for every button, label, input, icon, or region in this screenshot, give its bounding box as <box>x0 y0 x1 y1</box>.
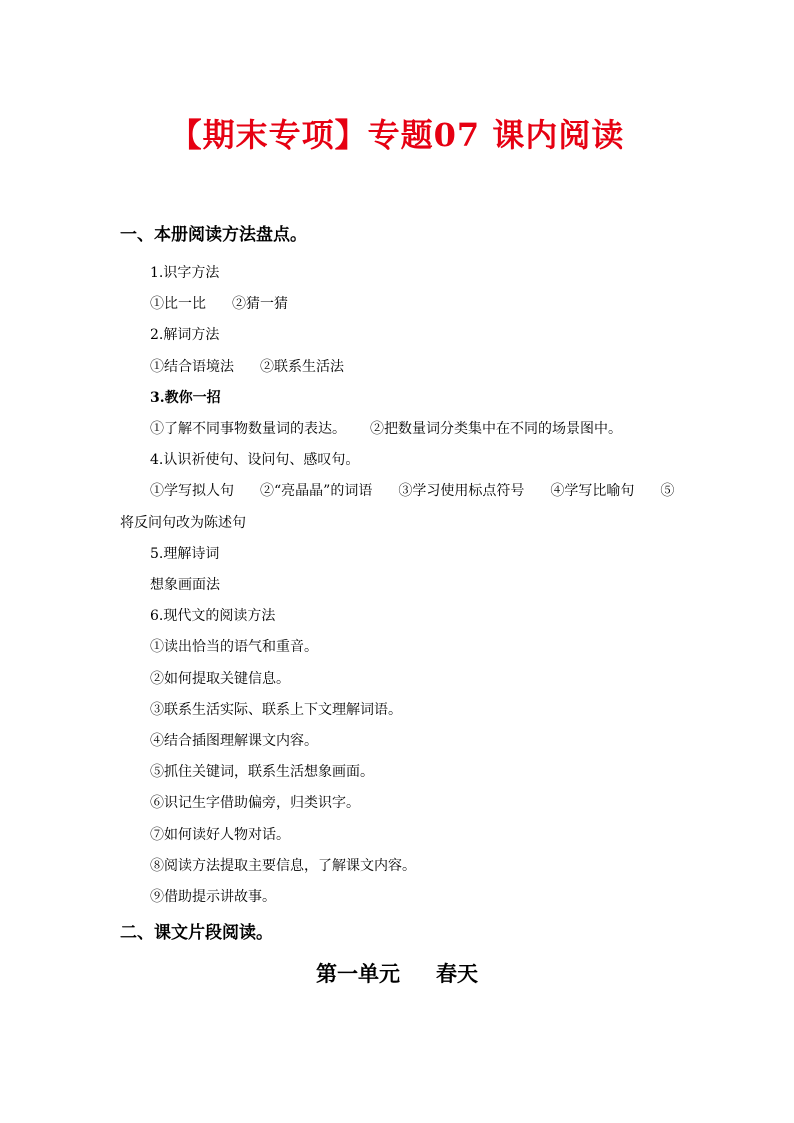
section-heading-methods: 一、本册阅读方法盘点。 <box>120 225 307 245</box>
item-heading: 1.识字方法 <box>150 265 220 281</box>
unit-name: 春天 <box>436 961 478 986</box>
method-option: ①比一比 <box>150 296 206 313</box>
item-body <box>120 476 680 538</box>
method-option: ②联系生活法 <box>260 358 344 375</box>
method-option: ③学习使用标点符号 <box>398 483 525 500</box>
item-heading: 2.解词方法 <box>150 327 220 344</box>
list-item: ⑥识记生字借助偏旁，归类识字。 <box>150 795 360 812</box>
methods-list <box>120 258 680 913</box>
item-body <box>120 414 680 445</box>
method-option: ①了解不同事物数量词的表达。 <box>150 421 346 438</box>
item-heading: 5.理解诗词 <box>150 545 220 562</box>
item-heading: 4.认识祈使句、设问句、感叹句。 <box>150 452 360 469</box>
method-option: ②“亮晶晶”的词语 <box>260 483 373 500</box>
item-body <box>120 352 680 383</box>
document-title: 【期末专项】专题07 课内阅读 <box>169 116 625 154</box>
list-item: ③联系生活实际、联系上下文理解词语。 <box>150 701 402 718</box>
list-item: ⑨借助提示讲故事。 <box>150 889 276 906</box>
method-option: ②猜一猜 <box>232 296 288 313</box>
list-item: ④结合插图理解课文内容。 <box>150 733 318 750</box>
list-item: ⑤抓住关键词，联系生活想象画面。 <box>150 764 374 781</box>
unit-label: 第一单元 <box>316 961 400 986</box>
list-item: ⑦如何读好人物对话。 <box>150 826 290 843</box>
method-option: ②把数量词分类集中在不同的场景图中。 <box>370 421 622 438</box>
list-item: ⑧阅读方法提取主要信息，了解课文内容。 <box>150 857 416 874</box>
method-option: ④学写比喻句 <box>550 483 635 500</box>
method-option: ⑤将反问句改为陈述句 <box>120 483 675 531</box>
list-item: ①读出恰当的语气和重音。 <box>150 639 318 656</box>
unit-title <box>0 958 794 988</box>
item-heading: 3.教你一招 <box>150 389 221 406</box>
list-item: ②如何提取关键信息。 <box>150 670 290 687</box>
item-body: 想象画面法 <box>150 577 220 594</box>
method-option: ①学写拟人句 <box>150 483 234 500</box>
item-body <box>120 289 680 320</box>
method-option: ①结合语境法 <box>150 358 234 375</box>
item-heading: 6.现代文的阅读方法 <box>150 608 276 625</box>
section-heading-passages: 二、课文片段阅读。 <box>120 923 273 943</box>
